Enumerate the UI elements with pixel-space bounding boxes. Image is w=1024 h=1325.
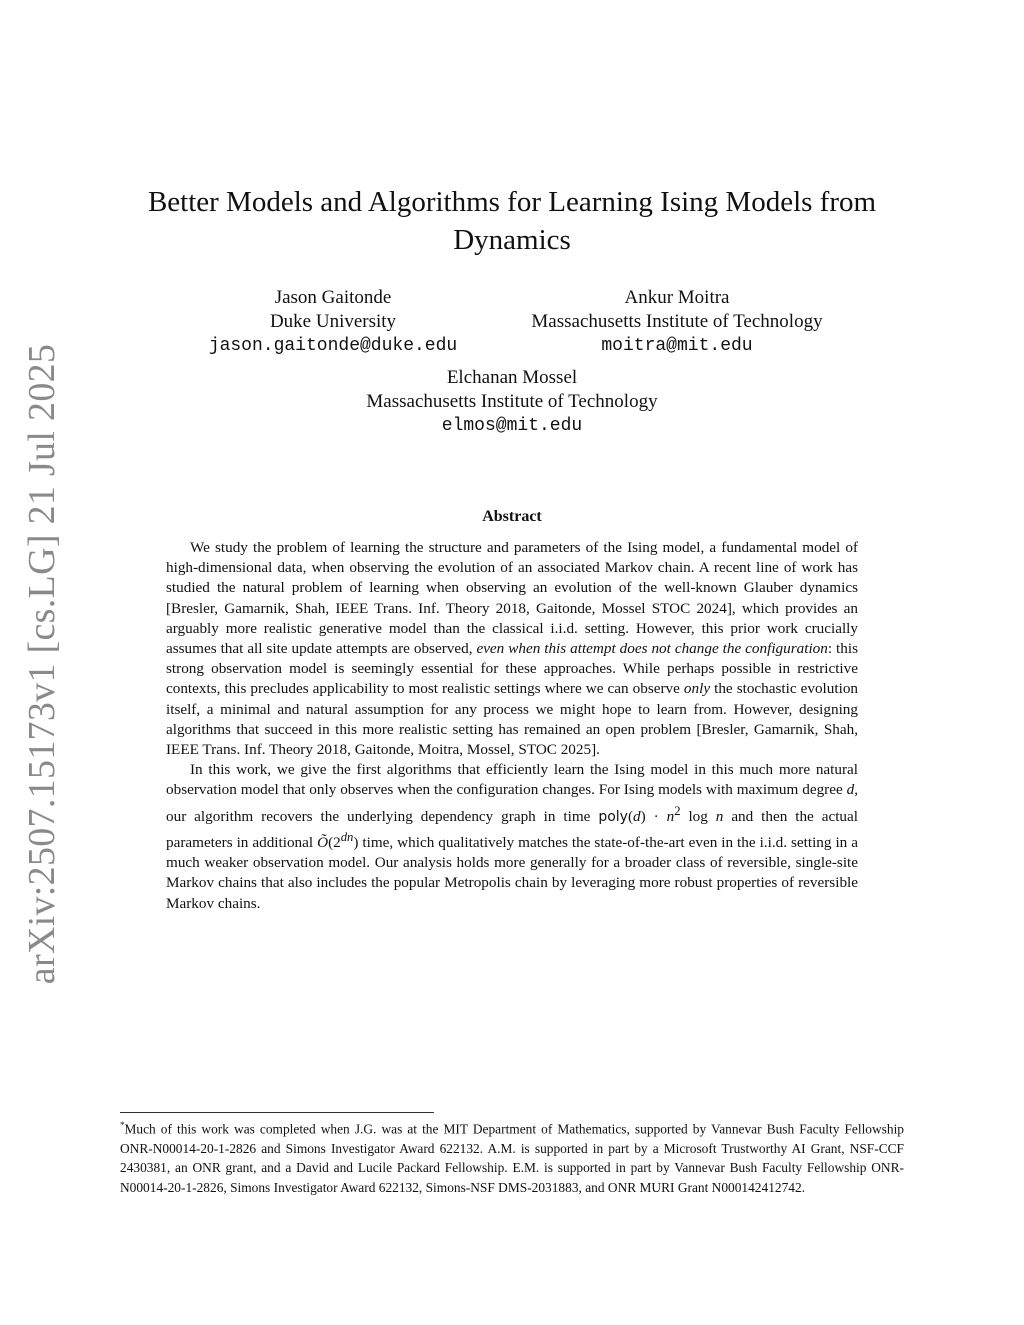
author-name: Elchanan Mossel bbox=[446, 367, 578, 388]
math-operator: poly bbox=[598, 808, 628, 825]
author-email[interactable]: elmos@mit.edu bbox=[441, 416, 583, 436]
author-affiliation: Massachusetts Institute of Technology bbox=[531, 311, 823, 332]
math-variable: d bbox=[846, 781, 855, 799]
math-symbol: ( bbox=[627, 807, 634, 825]
abstract-text: In this work, we give the first algorithms that efficiently learn the Ising model in this much more natural observation model that only observes when the configuration changes. For Ising models with maximum degree bbox=[166, 761, 858, 799]
abstract-body bbox=[166, 538, 858, 914]
abstract-emphasis: even when this attempt does not change the configuration bbox=[476, 640, 828, 658]
abstract-heading: Abstract bbox=[482, 508, 542, 525]
math-exponent: 2 bbox=[674, 803, 681, 818]
abstract-text: We study the problem of learning the structure and parameters of the Ising model, a fundamental model of high-dimensional data, when observing the evolution of an associated Markov chain. A recent line of work has studied the natural problem of learning when observing an evolution of the well-known Glauber dynamics [Bresler, Gamarnik, Shah, IEEE Trans. Inf. Theory 2018, Gaitonde, Mossel STOC 2024], which provides an arguably more realistic generative model than the classical i.i.d. setting. However, this prior work crucially assumes that all site update attempts are observed, bbox=[166, 539, 858, 658]
author-affiliation: Duke University bbox=[269, 311, 397, 332]
abstract-text: and then the actual parameters in additional bbox=[166, 807, 858, 851]
math-symbol: (2 bbox=[328, 833, 341, 851]
paper-title: Better Models and Algorithms for Learning Ising Models from Dynamics bbox=[147, 186, 877, 256]
author-name: Ankur Moitra bbox=[624, 287, 730, 308]
author-block-3 bbox=[330, 366, 694, 438]
footnote bbox=[120, 1116, 904, 1197]
math-symbol: ) · bbox=[640, 807, 667, 825]
math-variable: n bbox=[666, 807, 675, 825]
footnote-mark: * bbox=[120, 1120, 125, 1130]
math-big-o: Õ bbox=[317, 833, 329, 851]
author-affiliation: Massachusetts Institute of Technology bbox=[366, 391, 658, 412]
author-block-2 bbox=[512, 286, 842, 358]
author-block-1 bbox=[192, 286, 474, 358]
math-operator: log bbox=[680, 807, 716, 825]
author-email[interactable]: jason.gaitonde@duke.edu bbox=[208, 336, 458, 356]
abstract-text: the stochastic evolution itself, a minimal and natural assumption for any process we might hope to learn from. However, designing algorithms that succeed in this more realistic setting has remained an open problem [Bresler, Gamarnik, Shah, IEEE Trans. Inf. Theory 2018, Gaitonde, Moitra, Mossel, STOC 2025]. bbox=[166, 680, 859, 759]
math-variable: d bbox=[633, 807, 641, 825]
math-exponent: dn bbox=[340, 829, 354, 844]
footnote-rule bbox=[120, 1112, 434, 1113]
abstract-paragraph-1 bbox=[166, 538, 858, 760]
footnote-text: Much of this work was completed when J.G. was at the MIT Department of Mathematics, supported by Vannevar Bush Faculty Fellowship ONR-N00014-20-1-2826 and Simons Investigator Award 622132. A.M. is supported in part by a Microsoft Trustworthy AI Grant, NSF-CCF 2430381, an ONR grant, and a David and Lucile Packard Fellowship. E.M. is supported in part by Vannevar Bush Faculty Fellowship ONR-N00014-20-1-2826, Simons Investigator Award 622132, Simons-NSF DMS-2031883, and ONR MURI Grant N000142412742. bbox=[120, 1121, 904, 1195]
author-email[interactable]: moitra@mit.edu bbox=[601, 336, 753, 356]
abstract-text: , our algorithm recovers the underlying dependency graph in time bbox=[166, 781, 858, 825]
abstract-text: ) time, which qualitatively matches the state-of-the-art even in the i.i.d. setting in a much weaker observation model. Our analysis holds more generally for a broader class of reversible, single-site Markov chains that also includes the popular Metropolis chain by leveraging more robust properties of reversible Markov chains. bbox=[166, 833, 858, 912]
abstract-emphasis: only bbox=[683, 680, 711, 698]
arxiv-identifier-text: arXiv:2507.15173v1 [cs.LG] 21 Jul 2025 bbox=[21, 343, 64, 984]
abstract-text: : this strong observation model is seemingly essential for these approaches. While perhaps possible in restrictive contexts, this precludes applicability to most realistic settings where we can observe bbox=[166, 640, 858, 698]
abstract-paragraph-2 bbox=[166, 760, 858, 914]
math-variable: n bbox=[715, 807, 724, 825]
arxiv-identifier bbox=[12, 343, 72, 984]
author-name: Jason Gaitonde bbox=[274, 287, 392, 308]
